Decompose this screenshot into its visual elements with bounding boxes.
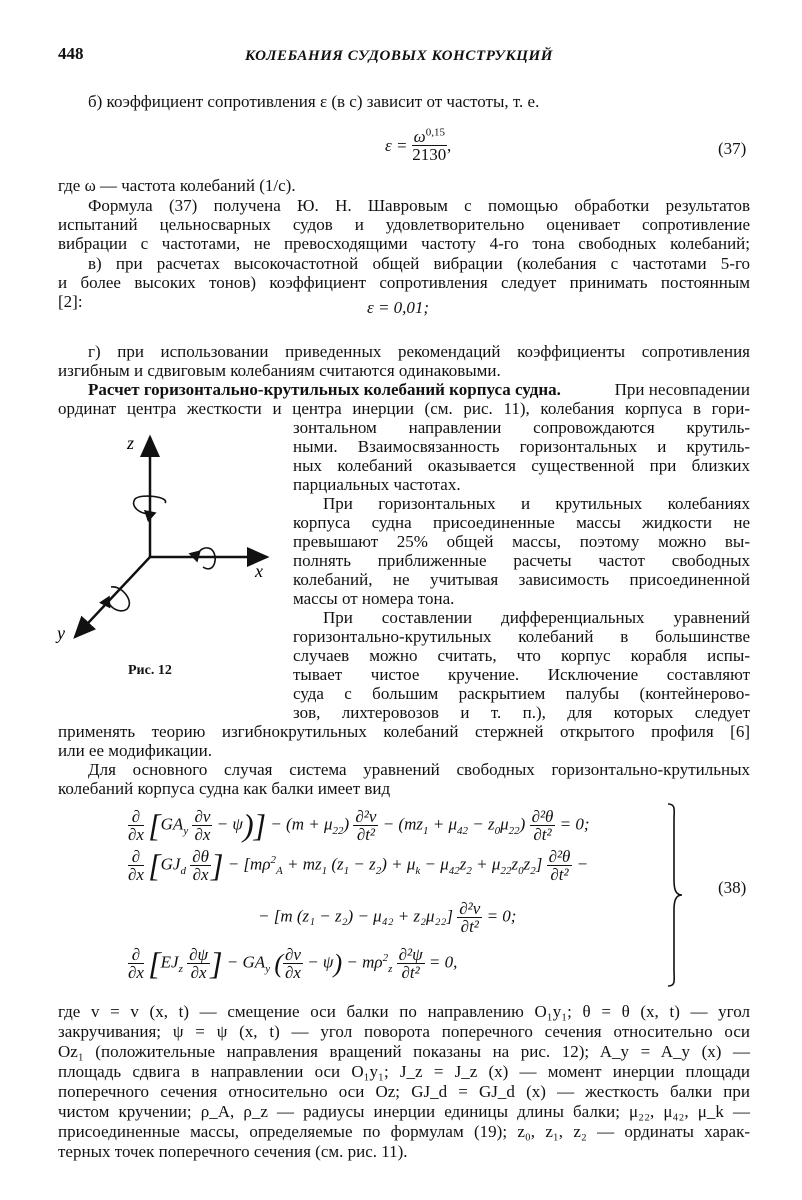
para3-line: случаев можно считать, что корпус корабля испы- <box>293 646 750 665</box>
epsilon-constant: ε = 0,01; <box>367 298 430 317</box>
eq38-l1-a: GA <box>160 814 184 834</box>
eq38-l4-c: − mρ <box>346 952 383 972</box>
section-wrap-line: зонтальном направлении сопровождаются крутиль- <box>293 418 750 437</box>
figure-12-axes <box>55 425 290 660</box>
where-line: где v = v (x, t) — смещение оси балки по направлению O₁y₁; θ = θ (x, t) — угол <box>58 1002 750 1021</box>
running-title: КОЛЕБАНИЯ СУДОВЫХ КОНСТРУКЦИЙ <box>245 48 554 64</box>
item-g-line: изгибным и сдвиговым колебаниям считаются одинаковыми. <box>58 361 501 380</box>
eq38-line-2: $\frac{\partial}{\partial x}$ [$GJ_d$ $\frac{\partial\theta}{\partial x}$ ] − [$m\rho^2_A + mz_1$ $(z_1 - z_2) + \mu_k - \mu_{42}z_2 + \mu_{22}z_0z_2$] $\frac{\text{∂²θ}}{\text{∂t²}}$ − <box>128 847 589 884</box>
eq37-numerator: ω <box>413 127 426 146</box>
para3-line: горизонтально-крутильных колебаний в большинстве <box>293 627 750 646</box>
eq38-line-4: $\frac{\partial}{\partial x}$ [$EJ_z$ $\frac{\partial\psi}{\partial x}$ ] − $GA_y$ ( $\frac{\partial v}{\partial x}$ − $\psi) - m\rho^2_z$ $\frac{\text{∂²ψ}}{\text{∂t²}}$ = 0, <box>128 945 458 982</box>
where-omega: где ω — частота колебаний (1/с). <box>58 176 296 195</box>
formula-paragraph-line: вибрации с частотами, не превосходящими частоту 4-го тона свободных колебаний; <box>58 234 750 253</box>
item-v-line: и более высоких тонов) коэффициент сопротивления следует принимать постоянным <box>58 273 750 292</box>
eq37-denominator: 2130 <box>412 145 447 164</box>
eq38-l2-b: − [mρ <box>227 854 271 874</box>
para2-line: корпуса судна присоединенные массы жидкости не <box>293 513 750 532</box>
eq38-number: (38) <box>718 878 747 897</box>
eq38-l1-c: − (m + μ <box>270 814 333 834</box>
para2-line: полнять приближенные расчеты частот свободных <box>293 551 750 570</box>
eq37-number: (37) <box>718 139 747 158</box>
section-first-line <box>88 380 750 399</box>
where-line: площадь сдвига в направлении оси O₁y₁; J_z = J_z (x) — момент инерции площади <box>58 1062 750 1081</box>
where-line: Oz₁ (положительные направления вращений показаны на рис. 12); A_y = A_y (x) — <box>58 1042 750 1061</box>
where-line: чистом кручении; ρ_A, ρ_z — радиусы инерции единицы длины балки; μ₂₂, μ₄₂, μ_k — <box>58 1102 750 1121</box>
eq37-tail: , <box>446 136 452 155</box>
eq38-l1-d: − (mz <box>382 814 423 834</box>
eq38-l4-a: EJ <box>160 952 179 972</box>
eq38-l4-b: − GA <box>226 952 266 972</box>
figure-12-caption: Рис. 12 <box>128 663 172 678</box>
where-line: закручивания; ψ = ψ (x, t) — угол поворота поперечного сечения относительно оси <box>58 1022 750 1041</box>
where-line: присоединенные массы, определяемые по формулам (19); z₀, z₁, z₂ — ординаты харак- <box>58 1122 750 1141</box>
para2-line: массы от номера тона. <box>293 589 455 608</box>
section-line: ординат центра жесткости и центра инерции (см. рис. 11), колебания корпуса в гори- <box>58 399 750 418</box>
eq38-l4-end: = 0, <box>428 952 458 972</box>
para3-line: При составлении дифференциальных уравнений <box>323 608 750 627</box>
item-v-line: [2]: <box>58 292 83 311</box>
where-line: поперечного сечения относительно оси Oz; GJ_d = GJ_d (x) — жесткость балки при <box>58 1082 750 1101</box>
item-g-line: г) при использовании приведенных рекомендаций коэффициенты сопротивления <box>88 342 750 361</box>
axis-z-label: z <box>127 433 135 453</box>
section-wrap-line: ных колебаний оказывается существенной при близких <box>293 456 750 475</box>
eq38-line-3: − [m (z₁ − z₂) − μ₄₂ + z₂μ₂₂] $\frac{\text{∂²v}}{\text{∂t²}}$ = 0; <box>258 899 517 936</box>
eq37-exponent: 0,15 <box>425 126 445 139</box>
section-heading: Расчет горизонтально-крутильных колебаний корпуса судна. <box>88 380 561 399</box>
eq37-lhs: ε = <box>385 136 408 155</box>
page-number: 448 <box>58 44 84 63</box>
section-wrap-line: ными. Взаимосвязанность горизонтальных и крутиль- <box>293 437 750 456</box>
eq38-l1-b: − ψ <box>216 814 243 834</box>
eq38-brace <box>664 800 684 990</box>
para3-line: зов, лихтеровозов и т. п.), для которых следует <box>293 703 750 722</box>
para2-line: превышают 25% общей массы, поэтому можно вы- <box>293 532 750 551</box>
para4-line: Для основного случая система уравнений свободных горизонтально-крутильных <box>88 760 750 779</box>
para3-full-line: применять теорию изгибнокрутильных колебаний стержней открытого профиля [6] <box>58 722 750 741</box>
rotation-x-icon <box>197 548 215 569</box>
equation-37 <box>385 128 451 168</box>
para4-line: колебаний корпуса судна как балки имеет вид <box>58 779 391 798</box>
para3-line: тывает чистое кручение. Исключение составляют <box>293 665 750 684</box>
section-wrap-line: парциальных частотах. <box>293 475 461 494</box>
eq38-l3: − [m (z₁ − z₂) − μ₄₂ + z₂μ₂₂] <box>258 906 454 926</box>
para2-line: колебаний, не учитывая зависимость присоединенной <box>293 570 750 589</box>
eq38-l1-end: = 0; <box>559 814 590 834</box>
y-axis-line <box>75 557 150 637</box>
eq38-l2-a: GJ <box>160 854 181 874</box>
axis-x-label: x <box>255 561 263 581</box>
item-v-line: в) при расчетах высокочастотной общей вибрации (колебания с частотами 5-го <box>88 254 750 273</box>
formula-paragraph-line: Формула (37) получена Ю. Н. Шавровым с помощью обработки результатов <box>88 196 750 215</box>
para3-full-line: или ее модификации. <box>58 741 212 760</box>
item-b-intro: б) коэффициент сопротивления ε (в с) зависит от частоты, т. е. <box>88 92 540 111</box>
eq38-line-1: $\frac{\partial}{\partial x}$ [$GA_y$ $\frac{\partial v}{\partial x}$ − $\psi)] - (m + \mu_{22})$ $\frac{\text{∂²v}}{\text{∂t²}}$ − $(mz_1 + \mu_{42} - z_0\mu_{22})$ $\frac{\text{∂²θ}}{\text{∂t²}}$ = 0; <box>128 807 590 844</box>
formula-paragraph-line: испытаний цельносварных судов и удовлетворительно оценивает сопротивление <box>58 215 750 234</box>
eq38-l2-end: − <box>576 854 589 874</box>
para3-line: суда с большим раскрытием палубы (контейнерово- <box>293 684 750 703</box>
axis-y-label: y <box>57 623 65 643</box>
eq38-l3-end: = 0; <box>486 906 517 926</box>
para2-line: При горизонтальных и крутильных колебаниях <box>323 494 750 513</box>
where-line: терных точек поперечного сечения (см. рис. 11). <box>58 1142 408 1161</box>
section-first-line-rest: При несовпадении <box>614 380 750 399</box>
